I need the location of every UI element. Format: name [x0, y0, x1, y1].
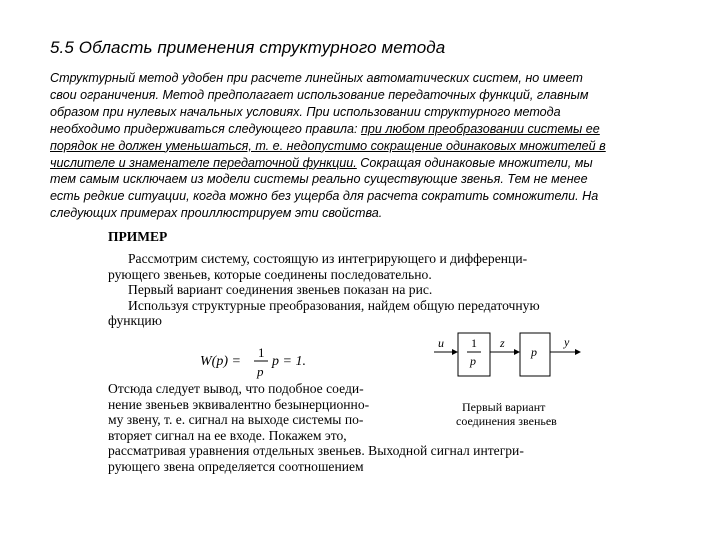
- caption-line: соединения звеньев: [456, 413, 557, 428]
- differentiator-label: p: [531, 345, 537, 359]
- text-line: нение звеньев эквивалентно безынерционно-: [108, 396, 370, 412]
- intro-line: Структурный метод удобен при расчете линейных автоматических систем, но имеет: [50, 71, 583, 85]
- intro-text: Сокращая одинаковые множители, мы: [356, 155, 593, 170]
- formula-numerator: 1: [258, 345, 265, 360]
- text-line: рующего звеньев, которые соединены последовательно.: [108, 266, 432, 282]
- intro-line: следующих примерах проиллюстрируем эти свойства.: [50, 206, 383, 221]
- text-line: му звену, т. е. сигнал на выходе системы по-: [108, 412, 364, 427]
- middle-signal-label: z: [500, 336, 505, 350]
- block-diagram: [434, 327, 584, 387]
- intro-line: тем самым исключаем из модели системы реально существующие звенья. Тем не менее: [50, 172, 588, 187]
- rule-text-underlined: при любом преобразовании системы ее: [361, 121, 600, 136]
- intro-line: есть редкие ситуации, когда можно без ущерба для расчета сократить сомножители. На: [50, 189, 599, 204]
- arrowhead-icon: [452, 349, 458, 355]
- formula-lhs: W(p) =: [200, 354, 241, 369]
- transfer-function-formula: [200, 342, 310, 382]
- example-paragraph-1: [108, 251, 540, 329]
- example-heading: ПРИМЕР: [108, 229, 168, 244]
- text-line: функцию: [108, 313, 162, 328]
- formula-denominator: p: [257, 364, 264, 379]
- integrator-denominator: p: [470, 354, 476, 368]
- intro-line: [50, 121, 680, 138]
- text-line: рующего звена определяется соотношением: [108, 458, 364, 474]
- intro-line: образом при нулевых начальных условиях. При использовании структурного метода: [50, 104, 561, 119]
- intro-line: свои ограничения. Метод предполагает использование передаточных функций, главным: [50, 87, 589, 102]
- caption-line: Первый вариант: [462, 400, 546, 414]
- integrator-numerator: 1: [471, 336, 477, 350]
- intro-paragraph: [50, 70, 680, 222]
- intro-line: [50, 155, 680, 172]
- arrowhead-icon: [575, 349, 581, 355]
- input-label: u: [438, 336, 444, 350]
- text-line: Первый вариант соединения звеньев показан на рис.: [128, 282, 433, 297]
- slide-title: 5.5 Область применения структурного метода: [50, 38, 446, 57]
- output-label: y: [564, 335, 570, 349]
- text-line: Отсюда следует вывод, что подобное соеди-: [108, 381, 364, 396]
- text-line: Используя структурные преобразования, найдем общую передаточную: [128, 297, 540, 313]
- rule-text-underlined: порядок не должен уменьшаться, т. е. недопустимо сокращение одинаковых множителей в: [50, 138, 606, 153]
- rule-text-underlined: числителе и знаменателе передаточной функции.: [50, 155, 357, 170]
- text-line: рассматривая уравнения отдельных звеньев. Выходной сигнал интегри-: [108, 443, 524, 458]
- intro-text: необходимо придерживаться следующего правила:: [50, 121, 361, 136]
- example-paragraph-2: [108, 381, 524, 474]
- formula-rhs: p = 1.: [272, 354, 306, 369]
- arrowhead-icon: [514, 349, 520, 355]
- text-line: Рассмотрим систему, состоящую из интегрирующего и дифференци-: [128, 251, 528, 266]
- text-line: вторяет сигнал на ее входе. Покажем это,: [108, 427, 347, 443]
